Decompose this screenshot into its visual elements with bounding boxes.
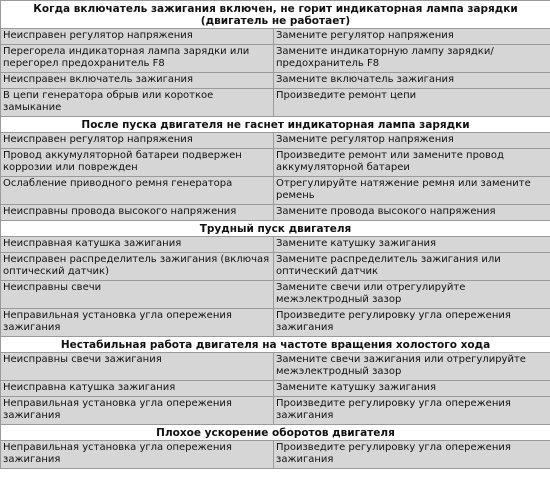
- remedy-cell: Замените катушку зажигания: [274, 237, 550, 253]
- section-header: [1, 221, 550, 237]
- table-row: [1, 89, 550, 117]
- cause-cell: Неисправен включатель зажигания: [1, 73, 274, 89]
- table-row: [1, 441, 550, 469]
- table-row: [1, 205, 550, 221]
- remedy-cell: Замените распределитель зажигания или оптический датчик: [274, 253, 550, 281]
- remedy-cell: Произведите регулировку угла опережения зажигания: [274, 397, 550, 425]
- cause-cell: Неисправны свечи: [1, 281, 274, 309]
- cause-cell: Неправильная установка угла опережения зажигания: [1, 441, 274, 469]
- remedy-cell: Замените включатель зажигания: [274, 73, 550, 89]
- table-row: [1, 73, 550, 89]
- table-row: [1, 397, 550, 425]
- cause-cell: В цепи генератора обрыв или короткое замыкание: [1, 89, 274, 117]
- cause-cell: Перегорела индикаторная лампа зарядки или перегорел предохранитель F8: [1, 45, 274, 73]
- table-row: [1, 29, 550, 45]
- cause-cell: Неисправная катушка зажигания: [1, 237, 274, 253]
- section-title: Плохое ускорение оборотов двигателя: [1, 425, 550, 441]
- table-row: [1, 177, 550, 205]
- section-header: [1, 117, 550, 133]
- cause-cell: Неисправен регулятор напряжения: [1, 133, 274, 149]
- remedy-cell: Замените свечи зажигания или отрегулируйте межэлектродный зазор: [274, 353, 550, 381]
- section-title: Когда включатель зажигания включен, не горит индикаторная лампа зарядки (двигатель не работает): [1, 1, 550, 29]
- section-title: После пуска двигателя не гаснет индикаторная лампа зарядки: [1, 117, 550, 133]
- table-row: [1, 309, 550, 337]
- cause-cell: Неисправен распределитель зажигания (включая оптический датчик): [1, 253, 274, 281]
- table-row: [1, 133, 550, 149]
- remedy-cell: Произведите регулировку угла опережения зажигания: [274, 441, 550, 469]
- section-header: [1, 425, 550, 441]
- table-row: [1, 281, 550, 309]
- table-row: [1, 237, 550, 253]
- remedy-cell: Замените индикаторную лампу зарядки/ предохранитель F8: [274, 45, 550, 73]
- remedy-cell: Произведите ремонт или замените провод аккумуляторной батареи: [274, 149, 550, 177]
- cause-cell: Провод аккумуляторной батареи подвержен коррозии или поврежден: [1, 149, 274, 177]
- table-row: [1, 381, 550, 397]
- remedy-cell: Произведите регулировку угла опережения зажигания: [274, 309, 550, 337]
- section-header: [1, 337, 550, 353]
- table-row: [1, 253, 550, 281]
- remedy-cell: Замените регулятор напряжения: [274, 29, 550, 45]
- cause-cell: Неисправна катушка зажигания: [1, 381, 274, 397]
- remedy-cell: Замените катушку зажигания: [274, 381, 550, 397]
- remedy-cell: Произведите ремонт цепи: [274, 89, 550, 117]
- cause-cell: Неисправны провода высокого напряжения: [1, 205, 274, 221]
- cause-cell: Ослабление приводного ремня генератора: [1, 177, 274, 205]
- cause-cell: Неправильная установка угла опережения зажигания: [1, 397, 274, 425]
- remedy-cell: Отрегулируйте натяжение ремня или замените ремень: [274, 177, 550, 205]
- section-header: [1, 1, 550, 29]
- cause-cell: Неправильная установка угла опережения зажигания: [1, 309, 274, 337]
- section-title: Трудный пуск двигателя: [1, 221, 550, 237]
- section-title: Нестабильная работа двигателя на частоте вращения холостого хода: [1, 337, 550, 353]
- cause-cell: Неисправен регулятор напряжения: [1, 29, 274, 45]
- table-row: [1, 353, 550, 381]
- remedy-cell: Замените регулятор напряжения: [274, 133, 550, 149]
- table-row: [1, 149, 550, 177]
- table-row: [1, 45, 550, 73]
- remedy-cell: Замените провода высокого напряжения: [274, 205, 550, 221]
- remedy-cell: Замените свечи или отрегулируйте межэлектродный зазор: [274, 281, 550, 309]
- cause-cell: Неисправны свечи зажигания: [1, 353, 274, 381]
